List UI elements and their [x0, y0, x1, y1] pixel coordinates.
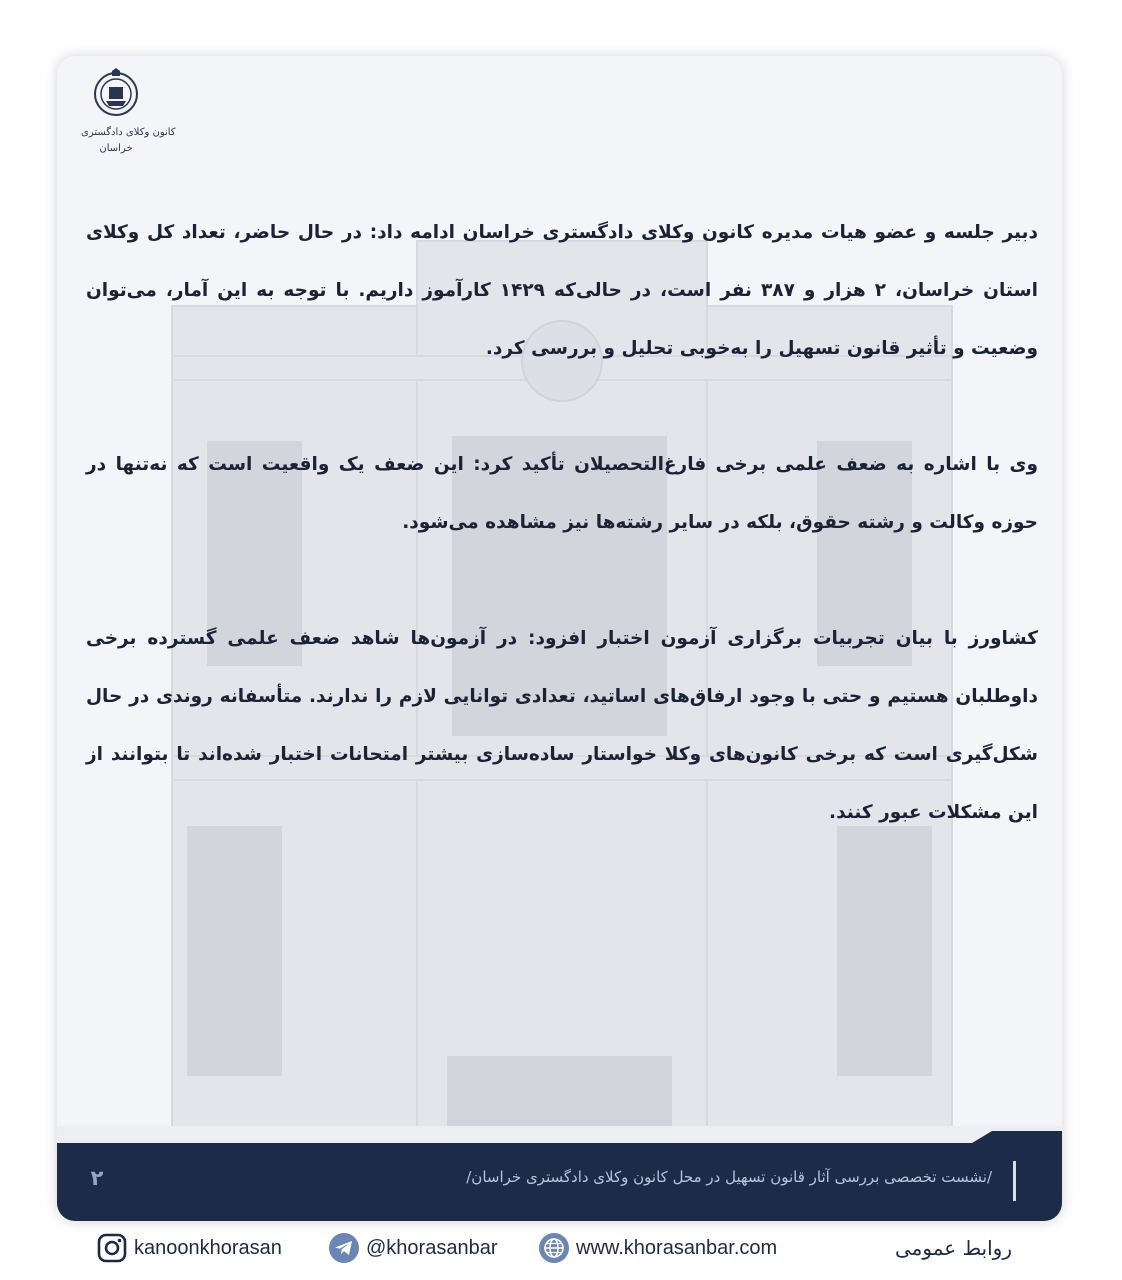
- social-links: [0, 1226, 1122, 1274]
- paragraph-1: دبیر جلسه و عضو هیات مدیره کانون وکلای دادگستری خراسان ادامه داد: در حال حاضر، تعداد کل وکلای استان خراسان، ۲ هزار و ۳۸۷ نفر است، در حالی‌که ۱۴۲۹ کارآموز داریم. با توجه به این آمار، می‌توان وضعیت و تأثیر قانون تسهیل را به‌خوبی تحلیل و بررسی کرد.: [86, 222, 1039, 359]
- emblem-icon: [92, 68, 140, 120]
- telegram-icon: [328, 1232, 360, 1264]
- logo: [81, 68, 176, 156]
- globe-icon: [538, 1232, 570, 1264]
- paragraph-3: کشاورز با بیان تجربیات برگزاری آزمون اختبار افزود: در آزمون‌ها شاهد ضعف علمی گسترده برخی داوطلبان هستیم و حتی با وجود ارفاق‌های اساتید، تعدادی توانایی لازم را ندارند. متأسفانه روندی در حال شکل‌گیری است که برخی کانون‌های وکلا خواستار ساده‌سازی بیشتر امتحانات اختبار شده‌اند تا بتوانند از این مشکلات عبور کنند.: [86, 628, 1038, 823]
- footer-divider: [1013, 1161, 1016, 1201]
- post-card: [57, 56, 1062, 1221]
- logo-line-2: خراسان: [99, 143, 133, 154]
- instagram-link[interactable]: [96, 1232, 282, 1264]
- instagram-handle: kanoonkhorasan: [134, 1236, 282, 1259]
- telegram-link[interactable]: [328, 1232, 497, 1264]
- article-body: [86, 204, 1038, 842]
- telegram-handle: @khorasanbar: [366, 1236, 498, 1259]
- paragraph-2: وی با اشاره به ضعف علمی برخی فارغ‌التحصیلان تأکید کرد: این ضعف یک واقعیت است که نه‌تنها در حوزه وکالت و رشته حقوق، بلکه در سایر رشته‌ها نیز مشاهده می‌شود.: [86, 454, 1038, 533]
- footer-title: /نشست تخصصی بررسی آثار قانون تسهیل در محل کانون وکلای دادگستری خراسان/: [466, 1168, 992, 1186]
- page-number: ۲: [90, 1166, 104, 1190]
- website-url: www.khorasanbar.com: [576, 1236, 778, 1259]
- website-link[interactable]: [538, 1232, 777, 1264]
- instagram-icon: [96, 1232, 128, 1264]
- public-relations-label: روابط عمومی: [895, 1236, 1012, 1260]
- logo-line-1: کانون وکلای دادگستری: [81, 127, 176, 138]
